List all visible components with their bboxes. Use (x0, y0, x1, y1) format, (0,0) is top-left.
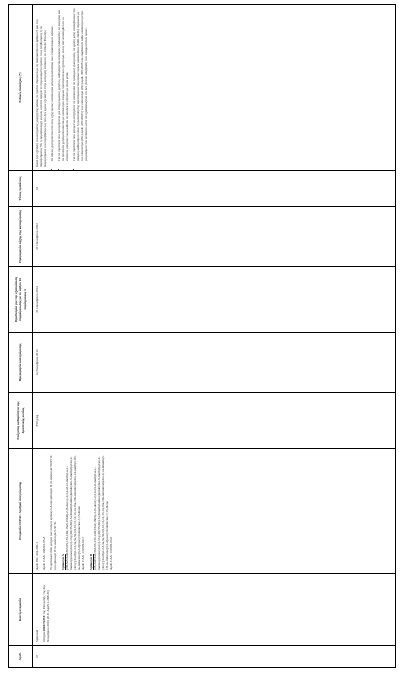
provision-item: • Για τα προϊόντα που προορίζονται για επαγγελματίες χρήστες, καθορίζονται ασφαλείς διαδικασίες λειτουργίας και τα προϊόντα χρησιμοποιούνται με κατάλληλο ατομικό προστατευτικό εξοπλισμό, εκτός εάν αποδειχθεί ότι οι κίνδυνοι μπορούν να μειωθούν σε αποδεκτό επίπεδο με άλλα μέσα. (57, 8, 69, 161)
spinosyn-d-block (89, 452, 113, 570)
cell-expiry: 31 Οκτωβρίου 2022 (33, 207, 396, 267)
table-row (33, 5, 396, 668)
provision-item: • Οι άδειες χορηγούνται υπό τους εξής όρους: κατάλληλα μέτρα προστασίας των επιφανειακών υδάτων. (50, 8, 54, 161)
spinosyn-a-name: (2R,3aS,5aR,5bS,9S,13S,14R,16aS,16bR)-2-(6-deoxy-2,3,4-tri-O-methyl-α-L-mannopyranosyloxy)-13-[(2R,5S,6R)-5-(dimethylamino)tetrahydro-6-methylpyran-2-yloxy]-9-ethyl-2,3,3a,5a,5b,6,9,10,11,12,13,14,16a,16b-tetradecahydro-14-methyl-1H-as-indaceno[3,2-d]oxacyclododecine-7,15-dione (65, 455, 82, 570)
header-inclusion: Ημερομηνία καταχώρισης (9, 333, 33, 393)
header-substance: Κοινή ονομασία (9, 574, 33, 646)
cell-concentration: 850 g/kg (33, 393, 396, 449)
table-header-row (9, 5, 33, 668)
cell-product-type: 18 (33, 171, 396, 207)
spinosyn-a-block (61, 452, 85, 570)
spinosyn-a-title: Spinosyn A (61, 554, 66, 570)
directive-reference: Οδηγία 2010/72/ΕΕ της Επιτροπής της 4ης Νοεμβρίου 2010 (Ε.Ε. ΑριΘ. L288/20) (42, 584, 51, 642)
cell-provisions (33, 5, 396, 171)
cell-iupac (33, 449, 396, 574)
substance-name: Spinosad (35, 629, 39, 642)
cell-deadline: 31 Οκτωβρίου 2014 (33, 267, 396, 333)
cell-no: 37 (33, 646, 396, 668)
mixture-description: Το spinosad είναι μείγμα των ουσιών spinosyn A και spinosyn D σε αναλογία 50-95 % του spinosyn D σε αναλογία 5-50 %. (49, 455, 58, 570)
header-iupac: Ονομασία IUPAC Αριθμοί αναγνώρισης (9, 449, 33, 574)
provisions-intro: Κατά την εξέταση του αιτήματος χορήγησης αδείας σε προϊόν σύμφωνα με τη διαδικασία του άρθρου 5 και του παραρτήματος VI, η αρμόδια αρχή εκτιμά, εφόσον αφορά το συγκεκριμένο προϊόν, τους πληθυσμούς ή τα διαμερίσματα του περιβάλλοντος που δεν έχουν εξεταστεί στην εκτίμηση κινδύνου σε επίπεδο Ένωσης. (35, 19, 48, 167)
cell-inclusion: 1η Νοεμβρίου 2012 (33, 333, 396, 393)
provision-item: • Για τα προϊόντα που μπορεί να οδηγήσουν σε κατάλοιπα σε τρόφιμα ή ζωοτροφές, τα κράτη μέλη επαληθεύουν την ανάγκη καθορισμού νέων ή τροποποίησης υφιστάμενων ανώτατων ορίων καταλοίπων (MRL/ΑΟΚ) σύμφωνα με τον κανονισμό (ΕΚ) αριθ. 470/2009 ή τον κανονισμό (ΕΚ) αριθ. 396/2005 και λαμβάνουν κάθε κατάλληλο μέτρο μετριασμού του κινδύνου ώστε να εξασφαλίζεται ότι δεν γίνεται υπέρβαση των εφαρμοστέων ορίων. (72, 8, 88, 161)
header-no: Αριθ. (9, 646, 33, 668)
cell-substance (33, 574, 396, 646)
spinosyn-d-name: (2S,3aR,5aS,5bS,9S,13S,14R,16aS,16bS)-2-(6-deoxy-2,3,4-tri-O-methyl-α-L-mannopyranosyloxy)-13-[(2R,5S,6R)-5-(dimethylamino)tetrahydro-6-methylpyran-2-yloxy]-9-ethyl-2,3,3a,5a,5b,6,9,10,11,12,13,14,16a,16b-tetradecahydro-4,14-dimethyl-1H-as-indaceno[3,2-d]oxacyclododecine-7,15-dione (93, 455, 110, 570)
header-expiry: Ημερομηνία λήξης της καταχώρισης (9, 207, 33, 267)
header-product-type: Τύπος προϊόντος (9, 171, 33, 207)
header-provisions: Ειδικές διατάξεις (*) (9, 5, 33, 171)
cas-number: Αριθ. CAS: 168316-95-8 (42, 536, 47, 570)
spinosyn-d-title: Spinosyn D (89, 553, 94, 570)
spinosyn-d-cas: Αριθ. CAS: 131929-63-0 (109, 536, 114, 570)
spinosyn-a-cas: Αριθ. CAS: 131929-60-7 (81, 536, 86, 570)
header-deadline: Προθεσμία για την εξασφάλιση συμμόρφωσης με το άρθρο 16 παράγραφος 3 (9, 267, 33, 333)
provisions-list (50, 8, 88, 167)
annex-table (8, 4, 396, 668)
ec-number: Αριθ. ΕΚ: 434-300-1 (35, 541, 39, 570)
header-concentration: Ελάχιστη καθαρότητα της δραστικής ουσίας (9, 393, 33, 449)
